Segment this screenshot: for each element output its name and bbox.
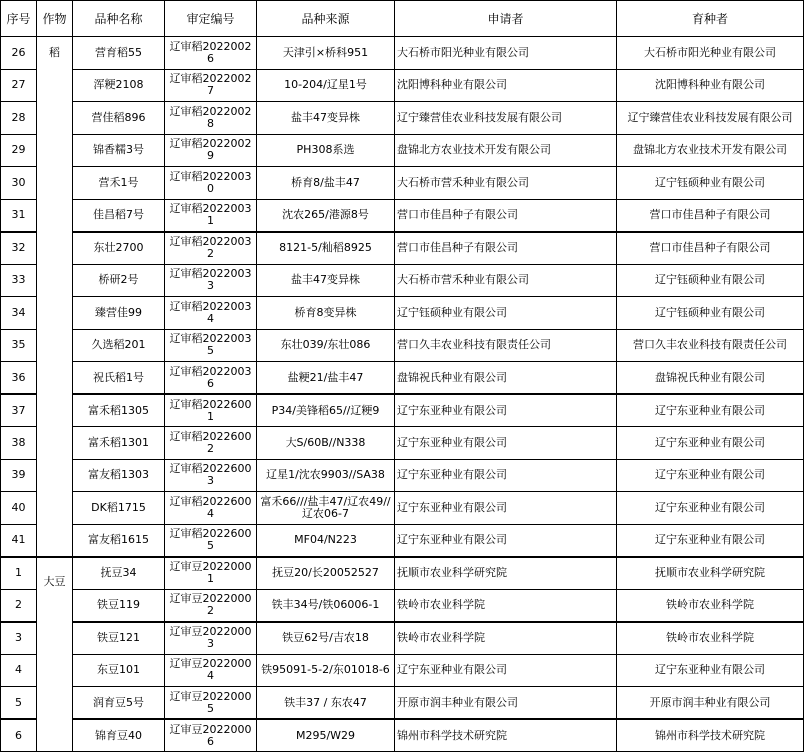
table-row <box>1 167 804 200</box>
cell-breeder: 辽宁东亚种业有限公司 <box>617 492 804 525</box>
cell-source: 铁丰34号/铁06006-1 <box>257 589 395 622</box>
table-row <box>1 264 804 297</box>
cell-breeder: 营口市佳昌种子有限公司 <box>617 232 804 265</box>
cell-no: 31 <box>1 199 37 232</box>
table-row <box>1 687 804 720</box>
cell-name: 锦育豆40 <box>73 719 165 752</box>
cell-name: 祝氏稻1号 <box>73 362 165 395</box>
cell-name: 抚豆34 <box>73 557 165 590</box>
cell-breeder: 营口市佳昌种子有限公司 <box>617 199 804 232</box>
cell-applicant: 盘锦祝氏种业有限公司 <box>395 362 617 395</box>
header-no: 序号 <box>1 1 37 37</box>
cell-breeder: 辽宁东亚种业有限公司 <box>617 427 804 460</box>
cell-source: MF04/N223 <box>257 524 395 557</box>
cell-crop-soybean: 大豆 <box>37 557 73 752</box>
cell-name: DK稻1715 <box>73 492 165 525</box>
cell-breeder: 锦州市科学技术研究院 <box>617 719 804 752</box>
cell-source: 盐丰47变异株 <box>257 264 395 297</box>
cell-applicant: 辽宁东亚种业有限公司 <box>395 394 617 427</box>
cell-breeder: 抚顺市农业科学研究院 <box>617 557 804 590</box>
cell-applicant: 辽宁东亚种业有限公司 <box>395 427 617 460</box>
table-row <box>1 719 804 752</box>
cell-no: 32 <box>1 232 37 265</box>
cell-breeder: 铁岭市农业科学院 <box>617 589 804 622</box>
cell-code: 辽审豆20220005 <box>165 687 257 720</box>
cell-applicant: 开原市润丰种业有限公司 <box>395 687 617 720</box>
cell-code: 辽审稻20220036 <box>165 362 257 395</box>
cell-code: 辽审稻20226001 <box>165 394 257 427</box>
cell-breeder: 铁岭市农业科学院 <box>617 622 804 655</box>
cell-source: 沈农265/港源8号 <box>257 199 395 232</box>
table-row <box>1 654 804 687</box>
header-code: 审定编号 <box>165 1 257 37</box>
cell-code: 辽审稻20220034 <box>165 297 257 330</box>
cell-no: 35 <box>1 329 37 362</box>
cell-no: 1 <box>1 557 37 590</box>
cell-no: 27 <box>1 69 37 102</box>
cell-source: 盐粳21/盐丰47 <box>257 362 395 395</box>
cell-applicant: 营口久丰农业科技有限责任公司 <box>395 329 617 362</box>
cell-breeder: 营口久丰农业科技有限责任公司 <box>617 329 804 362</box>
header-applicant: 申请者 <box>395 1 617 37</box>
cell-breeder: 盘锦祝氏种业有限公司 <box>617 362 804 395</box>
cell-code: 辽审稻20220029 <box>165 134 257 167</box>
cell-name: 臻营佳99 <box>73 297 165 330</box>
cell-source: 盐丰47变异株 <box>257 102 395 135</box>
table-row <box>1 622 804 655</box>
cell-name: 佳昌稻7号 <box>73 199 165 232</box>
cell-source: 辽星1/沈农9903//SA38 <box>257 459 395 492</box>
cell-breeder: 辽宁东亚种业有限公司 <box>617 394 804 427</box>
cell-source: 东壮039/东壮086 <box>257 329 395 362</box>
cell-no: 29 <box>1 134 37 167</box>
cell-name: 久选稻201 <box>73 329 165 362</box>
cell-breeder: 辽宁臻营佳农业科技发展有限公司 <box>617 102 804 135</box>
cell-source: 铁95091-5-2/东01018-6 <box>257 654 395 687</box>
table-row <box>1 459 804 492</box>
cell-source: 桥育8/盐丰47 <box>257 167 395 200</box>
cell-applicant: 营口市佳昌种子有限公司 <box>395 232 617 265</box>
table-row <box>1 394 804 427</box>
cell-no: 41 <box>1 524 37 557</box>
header-crop: 作物 <box>37 1 73 37</box>
cell-code: 辽审豆20220004 <box>165 654 257 687</box>
cell-code: 辽审稻20226002 <box>165 427 257 460</box>
cell-code: 辽审稻20220033 <box>165 264 257 297</box>
cell-code: 辽审稻20220028 <box>165 102 257 135</box>
cell-name: 浑粳2108 <box>73 69 165 102</box>
cell-code: 辽审稻20220035 <box>165 329 257 362</box>
cell-code: 辽审稻20226004 <box>165 492 257 525</box>
table-row <box>1 492 804 525</box>
cell-applicant: 大石桥市营禾种业有限公司 <box>395 167 617 200</box>
table-row <box>1 297 804 330</box>
cell-code: 辽审豆20220003 <box>165 622 257 655</box>
cell-applicant: 营口市佳昌种子有限公司 <box>395 199 617 232</box>
cell-code: 辽审豆20220002 <box>165 589 257 622</box>
cell-no: 39 <box>1 459 37 492</box>
cell-name: 东豆101 <box>73 654 165 687</box>
cell-code: 辽审豆20220006 <box>165 719 257 752</box>
cell-name: 富禾稻1301 <box>73 427 165 460</box>
cell-no: 6 <box>1 719 37 752</box>
cell-applicant: 辽宁钰硕种业有限公司 <box>395 297 617 330</box>
cell-name: 富友稻1615 <box>73 524 165 557</box>
cell-name: 营育稻55 <box>73 37 165 70</box>
cell-source: 天津引×桥科951 <box>257 37 395 70</box>
cell-name: 桥研2号 <box>73 264 165 297</box>
cell-source: 铁丰37 / 东农47 <box>257 687 395 720</box>
cell-no: 26 <box>1 37 37 70</box>
cell-breeder: 盘锦北方农业技术开发有限公司 <box>617 134 804 167</box>
cell-applicant: 锦州市科学技术研究院 <box>395 719 617 752</box>
cell-breeder: 开原市润丰种业有限公司 <box>617 687 804 720</box>
cell-source: P34/美锋稻65//辽粳9 <box>257 394 395 427</box>
cell-applicant: 铁岭市农业科学院 <box>395 589 617 622</box>
cell-source: 大S/60B//N338 <box>257 427 395 460</box>
cell-no: 4 <box>1 654 37 687</box>
cell-no: 2 <box>1 589 37 622</box>
table-row <box>1 427 804 460</box>
header-name: 品种名称 <box>73 1 165 37</box>
cell-code: 辽审稻20226003 <box>165 459 257 492</box>
header-source: 品种来源 <box>257 1 395 37</box>
cell-name: 富禾稻1305 <box>73 394 165 427</box>
cell-breeder: 辽宁钰硕种业有限公司 <box>617 167 804 200</box>
table-row <box>1 37 804 70</box>
table-row <box>1 589 804 622</box>
cell-applicant: 铁岭市农业科学院 <box>395 622 617 655</box>
cell-no: 33 <box>1 264 37 297</box>
table-row <box>1 329 804 362</box>
cell-name: 铁豆119 <box>73 589 165 622</box>
cell-applicant: 大石桥市营禾种业有限公司 <box>395 264 617 297</box>
cell-source: 10-204/辽星1号 <box>257 69 395 102</box>
cell-name: 富友稻1303 <box>73 459 165 492</box>
cell-no: 40 <box>1 492 37 525</box>
cell-applicant: 沈阳博科种业有限公司 <box>395 69 617 102</box>
cell-source: M295/W29 <box>257 719 395 752</box>
cell-applicant: 大石桥市阳光种业有限公司 <box>395 37 617 70</box>
cell-applicant: 抚顺市农业科学研究院 <box>395 557 617 590</box>
cell-applicant: 辽宁东亚种业有限公司 <box>395 492 617 525</box>
cell-source: 抚豆20/长20052527 <box>257 557 395 590</box>
cell-no: 5 <box>1 687 37 720</box>
cell-code: 辽审稻20226005 <box>165 524 257 557</box>
cell-no: 36 <box>1 362 37 395</box>
cell-name: 营禾1号 <box>73 167 165 200</box>
table-row <box>1 102 804 135</box>
cell-source: 富禾66///盐丰47/辽农49//辽农06-7 <box>257 492 395 525</box>
cell-source: 铁豆62号/吉农18 <box>257 622 395 655</box>
cell-code: 辽审稻20220026 <box>165 37 257 70</box>
cell-name: 营佳稻896 <box>73 102 165 135</box>
cell-applicant: 辽宁东亚种业有限公司 <box>395 524 617 557</box>
cell-code: 辽审稻20220030 <box>165 167 257 200</box>
cell-applicant: 辽宁东亚种业有限公司 <box>395 654 617 687</box>
cell-no: 28 <box>1 102 37 135</box>
cell-source: 8121-5/籼稻8925 <box>257 232 395 265</box>
cell-breeder: 大石桥市阳光种业有限公司 <box>617 37 804 70</box>
table-row <box>1 134 804 167</box>
cell-source: 桥育8变异株 <box>257 297 395 330</box>
table-row <box>1 362 804 395</box>
cell-breeder: 辽宁东亚种业有限公司 <box>617 654 804 687</box>
cell-no: 38 <box>1 427 37 460</box>
cell-code: 辽审稻20220027 <box>165 69 257 102</box>
cell-no: 34 <box>1 297 37 330</box>
cell-breeder: 辽宁东亚种业有限公司 <box>617 524 804 557</box>
cell-name: 锦香糯3号 <box>73 134 165 167</box>
cell-applicant: 盘锦北方农业技术开发有限公司 <box>395 134 617 167</box>
table-row <box>1 557 804 590</box>
table-row <box>1 199 804 232</box>
cell-name: 东壮2700 <box>73 232 165 265</box>
cell-no: 37 <box>1 394 37 427</box>
cell-name: 润育豆5号 <box>73 687 165 720</box>
cell-breeder: 辽宁钰硕种业有限公司 <box>617 264 804 297</box>
header-row <box>1 1 804 37</box>
cell-breeder: 辽宁钰硕种业有限公司 <box>617 297 804 330</box>
table-row <box>1 524 804 557</box>
cell-code: 辽审稻20220031 <box>165 199 257 232</box>
cell-code: 辽审豆20220001 <box>165 557 257 590</box>
cell-applicant: 辽宁臻营佳农业科技发展有限公司 <box>395 102 617 135</box>
table-row <box>1 232 804 265</box>
table-row <box>1 69 804 102</box>
cell-breeder: 辽宁东亚种业有限公司 <box>617 459 804 492</box>
cell-crop-rice: 稻 <box>37 37 73 557</box>
cell-code: 辽审稻20220032 <box>165 232 257 265</box>
cell-no: 30 <box>1 167 37 200</box>
cell-source: PH308系选 <box>257 134 395 167</box>
cell-no: 3 <box>1 622 37 655</box>
cell-name: 铁豆121 <box>73 622 165 655</box>
cell-applicant: 辽宁东亚种业有限公司 <box>395 459 617 492</box>
cell-breeder: 沈阳博科种业有限公司 <box>617 69 804 102</box>
header-breeder: 育种者 <box>617 1 804 37</box>
